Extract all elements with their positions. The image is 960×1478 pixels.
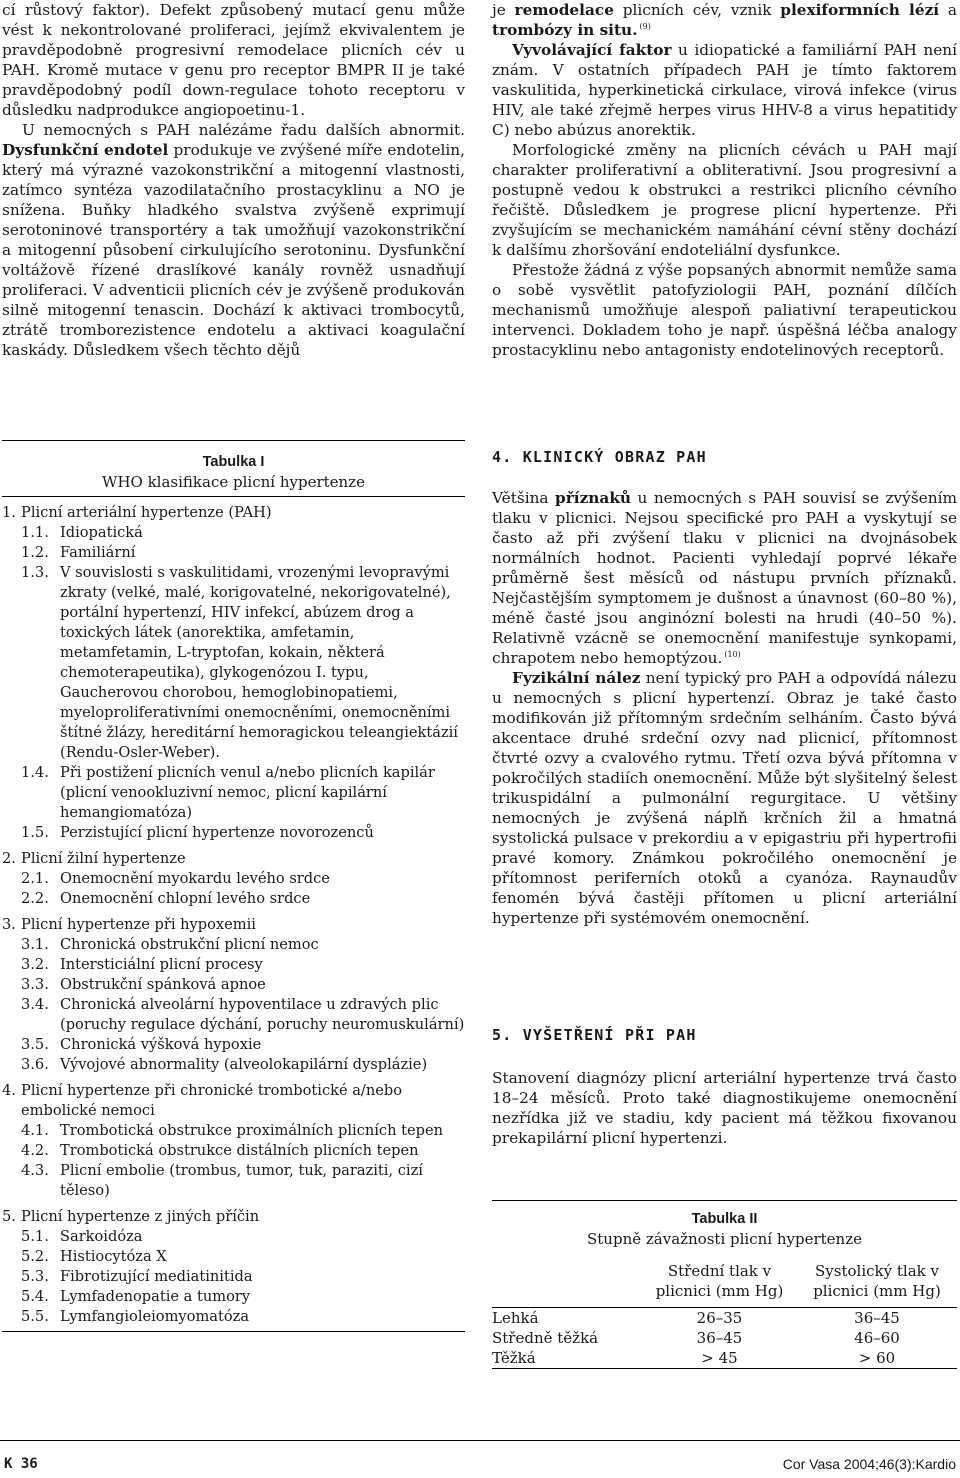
item-label: Fibrotizující mediatinitida: [60, 1268, 253, 1285]
item-number: 5.3.: [21, 1268, 49, 1285]
body-paragraph: Stanovení diagnózy plicní arteriální hypertenze trvá často 18–24 měsíců. Proto také diagnostikujeme onemocnění nezřídka již ve stadiu, kdy pacient má těžkou fixovanou prekapilární plicní hypertenzi.: [492, 1069, 957, 1147]
item-number: 1.3.: [21, 564, 49, 581]
table-top-rule: [2, 440, 465, 441]
paragraph-text: u nemocných s PAH souvisí se zvýšením tlaku v plicnici. Nejsou specifické pro PAH a vyskytují se často až při zvýšení tlaku v plicnici na dvojnásobek normálních hodnot. Pacienti vyhledají poprvé lékaře průměrně šest měsíců od nástupu prvních příznaků. Nejčastějším symptomem je dušnost a únavnost (60–80 %), méně časté jsou anginózní bolesti na hrudi (40–50 %). Relativně vzácně se onemocnění manifestuje synkopami, chrapotem nebo hemoptýzou.: [492, 489, 957, 667]
item-number: 4.2.: [21, 1142, 49, 1159]
classification-category: [2, 1081, 465, 1121]
item-label: Familiární: [60, 544, 136, 561]
item-label: V souvislosti s vaskulitidami, vrozenými levopravými zkraty (velké, malé, korigovatelné, nekorigovatelné), portální hypertenzí, HIV infekcí, abúzem drog a toxických látek (anorektika, amfetamin, metamfetamin, L-tryptofan, kokain, některá chemoterapeutika), glykogenózou I. typu, Gaucherovou chorobou, hemoglobinopatiemi, myeloproliferativními onemocněními, onemocněními štítné žlázy, hereditární hemoragickou teleangiektázií (Rendu-Osler-Weber).: [60, 564, 458, 761]
table-cell: 26–35: [696, 1309, 743, 1327]
table-row: [492, 1328, 957, 1348]
header-cell: Systolický tlak v plicnici (mm Hg): [813, 1262, 941, 1300]
classification-subitem: [2, 1287, 465, 1307]
body-paragraph: [492, 488, 957, 668]
item-number: 5.: [2, 1208, 16, 1225]
section-heading: 4. KLINICKÝ OBRAZ PAH: [492, 448, 707, 466]
classification-category: [2, 503, 465, 523]
journal-citation: Cor Vasa 2004;46(3):Kardio: [782, 1456, 956, 1472]
item-label: Plicní embolie (trombus, tumor, tuk, paraziti, cizí těleso): [60, 1162, 423, 1199]
item-number: 1.4.: [21, 764, 49, 781]
item-label: Plicní hypertenze při chronické trombotické a/nebo embolické nemoci: [21, 1082, 403, 1119]
table-cell: > 45: [701, 1349, 738, 1367]
classification-subitem: [2, 889, 465, 909]
table-row: [492, 1308, 957, 1329]
table-cell: 36–45: [854, 1309, 900, 1327]
paragraph-text: u idiopatické a familiární PAH není znám. V ostatních případech PAH je tímto faktorem vaskulitida, hyperkinetická cirkulace, virová infekce (virus HIV, ale také zřejmě herpes virus HHV-8 a virus hepatitidy C) nebo abúzus anorektik.: [492, 41, 957, 139]
item-number: 4.: [2, 1082, 16, 1099]
item-label: Při postižení plicních venul a/nebo plicních kapilár (plicní venookluzivní nemoc, plicní kapilární hemangiomatóza): [60, 764, 435, 821]
classification-category: [2, 849, 465, 869]
item-label: Perzistující plicní hypertenze novorozenců: [60, 824, 374, 841]
item-label: Trombotická obstrukce proximálních plicních tepen: [60, 1122, 443, 1139]
item-number: 4.1.: [21, 1122, 49, 1139]
item-number: 5.1.: [21, 1228, 49, 1245]
classification-subitem: [2, 1035, 465, 1055]
classification-group: [2, 1081, 465, 1201]
item-number: 1.1.: [21, 524, 49, 541]
item-number: 5.4.: [21, 1288, 49, 1305]
item-number: 2.: [2, 850, 16, 867]
classification-subitem: [2, 1227, 465, 1247]
classification-subitem: [2, 1161, 465, 1201]
item-number: 3.2.: [21, 956, 49, 973]
classification-subitem: [2, 1267, 465, 1287]
item-label: Onemocnění myokardu levého srdce: [60, 870, 330, 887]
item-number: 3.3.: [21, 976, 49, 993]
left-column: [2, 0, 465, 360]
body-paragraph: [2, 120, 465, 360]
item-number: 3.6.: [21, 1056, 49, 1073]
classification-subitem: [2, 1121, 465, 1141]
classification-category: [2, 1207, 465, 1227]
row-label: Těžká: [492, 1349, 536, 1367]
paragraph-text: produkuje ve zvýšené míře endotelin, který má výrazné vazokonstrikční a mitogenní vlastnosti, zatímco syntéza vazodilatačního prostacyklinu a NO je snížena. Buňky hladkého svalstva zvýšeně exprimují serotoninové transportéry a tak umožňují vazokonstrikční a mitogenní působení cirkulujícího serotoninu. Dysfunkční voltážově řízené draslíkové kanály rovněž usnadňují proliferaci. V adventicii plicních cév je zvýšeně produkován silně mitogenní tenascin. Dochází k aktivaci trombocytů, ztrátě tromborezistence endotelu a aktivaci koagulační kaskády. Důsledkem všech těchto dějů: [2, 141, 465, 359]
body-paragraph: [492, 668, 957, 928]
table-cell: > 60: [858, 1349, 896, 1367]
reference-mark: (10): [724, 649, 741, 659]
item-number: 3.: [2, 916, 16, 933]
classification-subitem: [2, 995, 465, 1035]
item-label: Histiocytóza X: [60, 1248, 167, 1265]
item-number: 1.2.: [21, 544, 49, 561]
item-number: 5.2.: [21, 1248, 49, 1265]
footer-rule: [0, 1440, 960, 1442]
classification-subitem: [2, 955, 465, 975]
classification-subitem: [2, 563, 465, 763]
classification-subitem: [2, 935, 465, 955]
item-label: Plicní arteriální hypertenze (PAH): [21, 504, 272, 521]
section-4-body: [492, 488, 957, 928]
table-cell: 36–45: [696, 1329, 743, 1347]
table-subtitle: Stupně závažnosti plicní hypertenze: [587, 1230, 862, 1248]
item-label: Plicní hypertenze při hypoxemii: [21, 916, 256, 933]
table-cell: 46–60: [854, 1329, 900, 1347]
item-label: Sarkoidóza: [60, 1228, 143, 1245]
bold-term: Fyzikální nález: [512, 669, 641, 687]
paragraph-lead: U nemocných s PAH nalézáme řadu dalších abnormit.: [22, 121, 465, 139]
item-number: 1.: [2, 504, 16, 521]
classification-group: [2, 503, 465, 843]
paragraph-text: Většina: [492, 489, 549, 507]
body-paragraph: Přestože žádná z výše popsaných abnormit nemůže sama o sobě vysvětlit patofyziologii PAH, poznání dílčích mechanismů umožňuje alespoň paliativní terapeutickou intervenci. Dokladem toho je např. úspěšná léčba analogy prostacyklinu nebo antagonisty endotelinových receptorů.: [492, 261, 957, 359]
bold-term: Dysfunkční endotel: [2, 141, 169, 159]
bold-term: remodelace: [514, 1, 614, 19]
paragraph-text: plicních cév, vznik: [622, 1, 772, 19]
item-label: Plicní žilní hypertenze: [21, 850, 186, 867]
header-cell: [492, 1261, 642, 1308]
item-label: Obstrukční spánková apnoe: [60, 976, 266, 993]
table-1: [2, 452, 465, 1332]
table-top-rule: [492, 1200, 957, 1201]
paragraph-text: a: [947, 1, 957, 19]
item-label: Trombotická obstrukce distálních plicních tepen: [60, 1142, 419, 1159]
classification-subitem: [2, 523, 465, 543]
bold-term: Vyvolávající faktor: [512, 41, 672, 59]
item-label: Idiopatická: [60, 524, 143, 541]
bold-term: plexiformních lézí: [780, 1, 940, 19]
table-title: Tabulka II: [691, 1211, 758, 1227]
header-cell: Střední tlak v plicnici (mm Hg): [655, 1262, 784, 1300]
body-paragraph: [492, 40, 957, 140]
severity-table: [492, 1261, 957, 1369]
item-label: Chronická obstrukční plicní nemoc: [60, 936, 319, 953]
classification-group: [2, 915, 465, 1075]
item-label: Lymfadenopatie a tumory: [60, 1288, 251, 1305]
section-heading: 5. VYŠETŘENÍ PŘI PAH: [492, 1026, 697, 1044]
classification-subitem: [2, 763, 465, 823]
item-label: Lymfangioleiomyomatóza: [60, 1308, 250, 1325]
row-label: Lehká: [492, 1309, 539, 1327]
table-subtitle: WHO klasifikace plicní hypertenze: [102, 473, 365, 491]
classification-subitem: [2, 543, 465, 563]
body-paragraph: cí růstový faktor). Defekt způsobený mutací genu může vést k nekontrolované proliferaci, jejímž ekvivalentem je pravděpodobně progresivní remodelace plicních cév u PAH. Kromě mutace v genu pro receptor BMPR II je také pravděpodobný podíl down-regulace tohoto receptoru v důsledku nadprodukce angiopoetinu-1.: [2, 1, 465, 119]
bold-term: příznaků: [555, 489, 632, 507]
item-number: 2.2.: [21, 890, 49, 907]
reference-mark: (9): [639, 21, 651, 31]
item-label: Chronická alveolární hypoventilace u zdravých plic (poruchy regulace dýchání, poruchy neuromuskulární): [60, 996, 465, 1033]
table-row: [492, 1348, 957, 1369]
item-number: 3.4.: [21, 996, 49, 1013]
table-bottom-rule: [2, 1331, 465, 1332]
classification-subitem: [2, 1307, 465, 1327]
classification-subitem: [2, 869, 465, 889]
item-number: 2.1.: [21, 870, 49, 887]
classification-subitem: [2, 1247, 465, 1267]
table-title: Tabulka I: [202, 454, 265, 470]
classification-subitem: [2, 1141, 465, 1161]
table-divider: [2, 496, 465, 497]
item-label: Plicní hypertenze z jiných příčin: [21, 1208, 260, 1225]
classification-list: [2, 503, 465, 1327]
item-number: 1.5.: [21, 824, 49, 841]
classification-group: [2, 1207, 465, 1327]
section-5-body: [492, 1068, 957, 1148]
classification-subitem: [2, 1055, 465, 1075]
item-number: 3.5.: [21, 1036, 49, 1053]
item-label: Vývojové abnormality (alveolokapilární dysplázie): [60, 1056, 428, 1073]
item-label: Chronická výšková hypoxie: [60, 1036, 262, 1053]
item-number: 3.1.: [21, 936, 49, 953]
classification-group: [2, 849, 465, 909]
right-column: [492, 0, 957, 360]
body-paragraph: Morfologické změny na plicních cévách u PAH mají charakter proliferativní a obliterativní. Jsou progresivní a postupně vedou k obstrukci a restrikci plicního cévního řečiště. Důsledkem je progrese plicní hypertenze. Při zvyšujícím se mechanickém namáhání cévní stěny dochází k dalšímu zhoršování endoteliální dysfunkce.: [492, 141, 957, 259]
item-label: Onemocnění chlopní levého srdce: [60, 890, 311, 907]
row-label: Středně těžká: [492, 1329, 599, 1347]
item-number: 5.5.: [21, 1308, 49, 1325]
table-header-row: [492, 1261, 957, 1308]
paragraph-text: je: [492, 1, 506, 19]
body-paragraph: [492, 0, 957, 40]
page-number: K 36: [4, 1456, 38, 1472]
classification-subitem: [2, 823, 465, 843]
bold-term: trombózy in situ.: [492, 21, 638, 39]
item-number: 4.3.: [21, 1162, 49, 1179]
table-2: [492, 1200, 957, 1369]
paragraph-text: není typický pro PAH a odpovídá nálezu u nemocných s plicní hypertenzí. Obraz je také často modifikován již přítomným srdečním selháním. Často bývá akcentace druhé srdeční ozvy nad plicnicí, přítomnost čtvrté ozvy a cvalového rytmu. Třetí ozva bývá přítomna v pokročilých stadiích onemocnění. Může být slyšitelný šelest trikuspidální a pulmonální regurgitace. U většiny nemocných je zvýšená náplň krčních žil a hmatná systolická pulsace v prekordiu a v epigastriu při hypertrofii pravé komory. Známkou pokročilého onemocnění je přítomnost periferních otoků a cyanóza. Raynaudův fenomén bývá častěji přítomen u plicní arteriální hypertenze při systémovém onemocnění.: [492, 669, 957, 927]
classification-subitem: [2, 975, 465, 995]
classification-category: [2, 915, 465, 935]
item-label: Intersticiální plicní procesy: [60, 956, 263, 973]
